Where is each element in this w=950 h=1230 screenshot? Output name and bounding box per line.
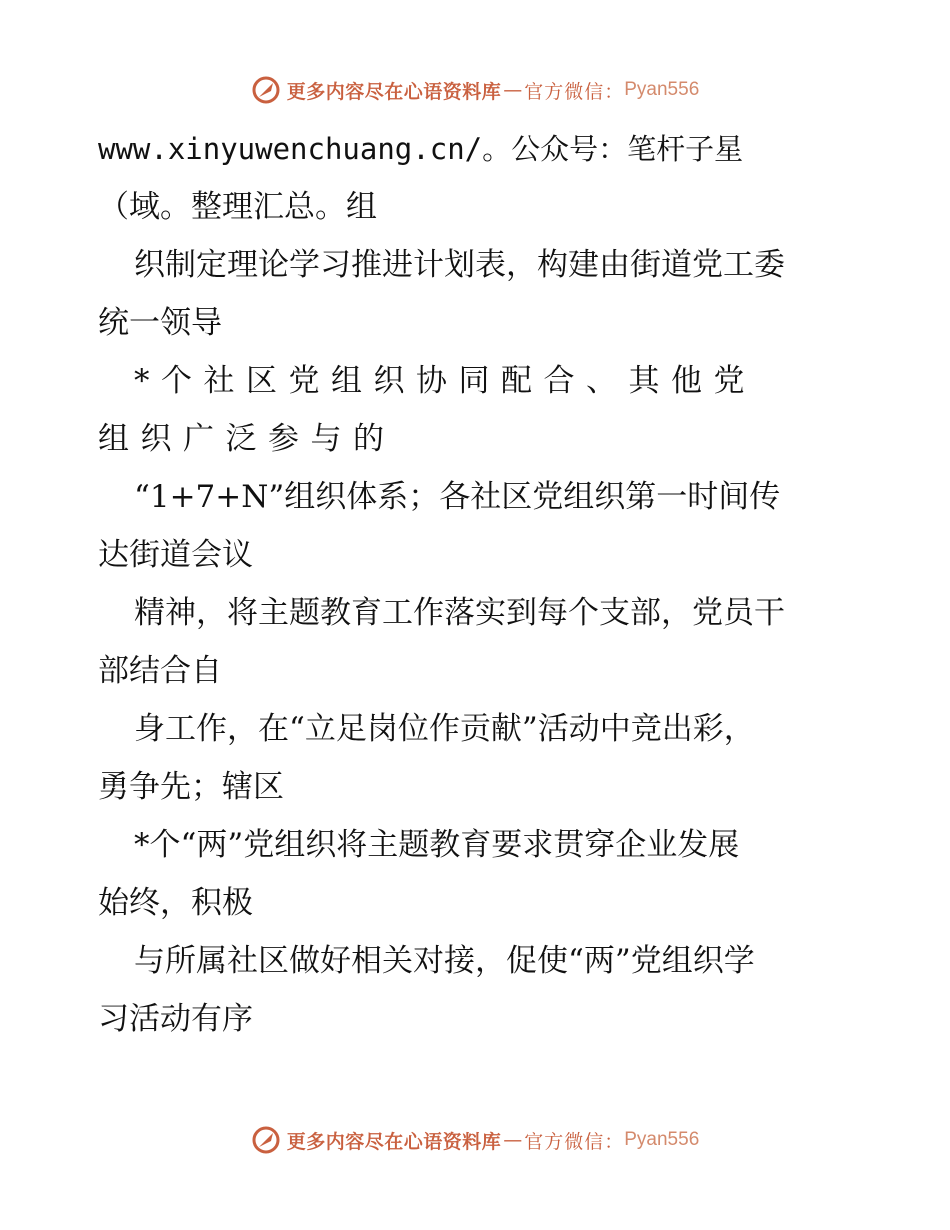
text-line: 习活动有序 — [98, 1001, 253, 1037]
text-line: 勇争先；辖区 — [98, 769, 284, 805]
quill-seal-icon — [251, 75, 281, 105]
document-body — [98, 120, 858, 1048]
text-line: 组织广泛参与的 — [98, 421, 396, 457]
watermark-wechat-label: 官方微信： — [524, 1130, 625, 1153]
watermark-wechat-id: Pyan556 — [624, 79, 700, 100]
watermark-wechat-label: 官方微信： — [524, 80, 625, 103]
text-line: *个社区党组织协同配合、其他党 — [134, 363, 756, 399]
text-line: 部结合自 — [98, 653, 222, 689]
text-line: 达街道会议 — [98, 537, 253, 573]
header-watermark — [0, 70, 950, 110]
watermark-title: 更多内容尽在心语资料库 — [286, 1130, 502, 1153]
text-line: （域。整理汇总。组 — [98, 189, 377, 225]
watermark-wechat-id: Pyan556 — [624, 1129, 700, 1150]
text-line: *个“两”党组织将主题教育要求贯穿企业发展 — [134, 827, 740, 863]
watermark-dash: — — [503, 1129, 523, 1151]
text-line: 始终，积极 — [98, 885, 253, 921]
text-line: www.xinyuwenchuang.cn/。公众号：笔杆子星 — [98, 132, 744, 166]
text-line: 精神，将主题教育工作落实到每个支部，党员干 — [134, 595, 785, 631]
footer-watermark — [0, 1120, 950, 1160]
text-line: 与所属社区做好相关对接，促使“两”党组织学 — [134, 943, 755, 979]
text-line: 身工作，在“立足岗位作贡献”活动中竞出彩， — [134, 711, 755, 747]
text-line: 统一领导 — [98, 305, 222, 341]
quill-seal-icon — [251, 1125, 281, 1155]
text-line: “1+7+N”组织体系；各社区党组织第一时间传 — [134, 479, 781, 515]
watermark-dash: — — [503, 79, 523, 101]
text-line: 织制定理论学习推进计划表，构建由街道党工委 — [134, 247, 785, 283]
watermark-title: 更多内容尽在心语资料库 — [286, 80, 502, 103]
